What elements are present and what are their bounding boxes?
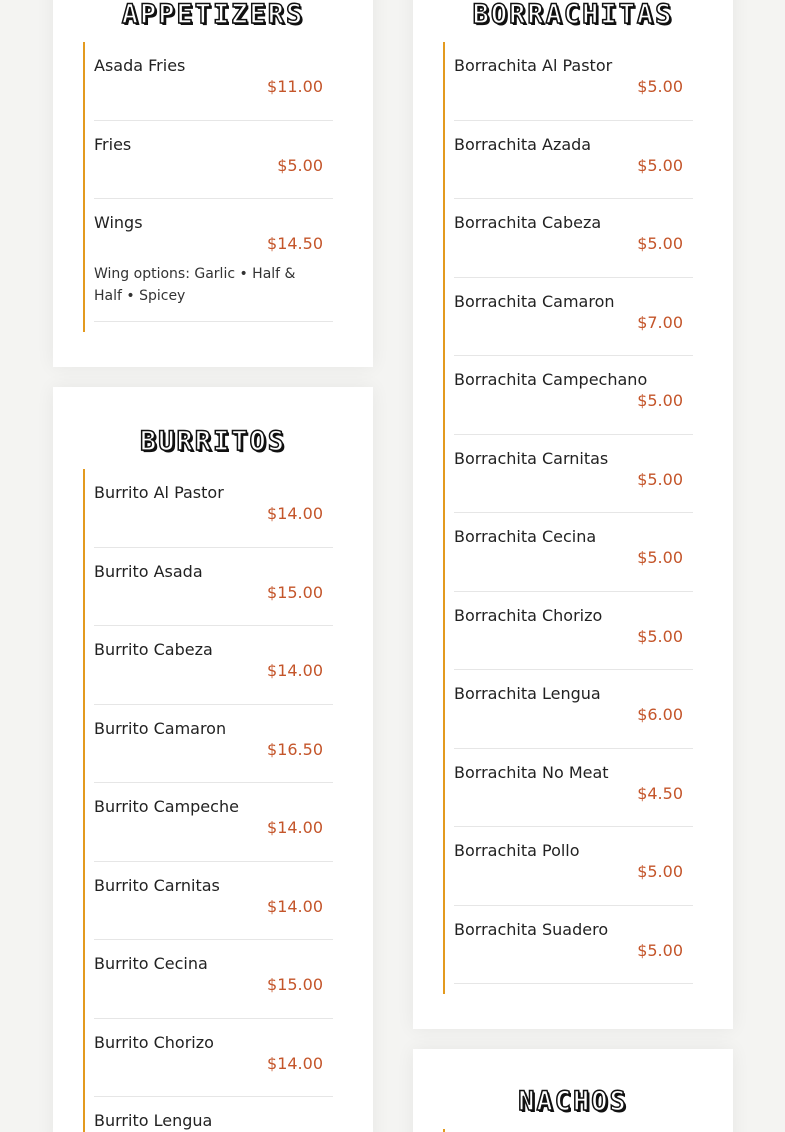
item-price: $11.00 <box>267 77 323 96</box>
menu-item[interactable] <box>454 356 693 435</box>
item-price: $7.00 <box>637 313 683 332</box>
menu-item[interactable] <box>454 749 693 827</box>
nachos-title: NACHOS <box>518 1086 628 1117</box>
menu-item[interactable] <box>454 592 693 670</box>
menu-item[interactable] <box>94 940 333 1019</box>
item-name: Borrachita Suadero <box>454 920 609 939</box>
borrachitas-card <box>413 0 733 1029</box>
menu-item[interactable] <box>94 548 333 626</box>
item-name: Borrachita Azada <box>454 135 592 154</box>
menu-item[interactable] <box>454 827 693 906</box>
item-name: Wings <box>94 213 143 232</box>
burritos-card <box>53 387 373 1132</box>
item-name: Borrachita Chorizo <box>454 606 603 625</box>
burritos-title: BURRITOS <box>139 426 287 457</box>
item-price: $5.00 <box>637 862 683 881</box>
menu-item[interactable] <box>454 42 693 121</box>
item-name: Burrito Chorizo <box>94 1033 214 1052</box>
nachos-card <box>413 1049 733 1132</box>
appetizers-card <box>53 0 373 367</box>
item-price: $14.00 <box>267 818 323 837</box>
item-price: $14.00 <box>267 1054 323 1073</box>
menu-item[interactable] <box>94 783 333 862</box>
item-name: Borrachita Pollo <box>454 841 580 860</box>
menu-item[interactable] <box>94 1097 333 1132</box>
menu-item[interactable] <box>454 121 693 199</box>
menu-item[interactable] <box>454 278 693 356</box>
appetizers-list <box>83 42 333 332</box>
menu-item[interactable] <box>454 199 693 278</box>
menu-item[interactable] <box>94 199 333 322</box>
item-price: $5.00 <box>637 156 683 175</box>
item-price: $14.00 <box>267 504 323 523</box>
item-price: $5.00 <box>637 234 683 253</box>
menu-item[interactable] <box>454 513 693 592</box>
menu-item[interactable] <box>94 469 333 548</box>
item-name: Borrachita Al Pastor <box>454 56 613 75</box>
item-name: Burrito Camaron <box>94 719 227 738</box>
item-name: Burrito Cecina <box>94 954 208 973</box>
item-name: Burrito Al Pastor <box>94 483 224 502</box>
menu-item[interactable] <box>94 862 333 940</box>
item-price: $5.00 <box>637 627 683 646</box>
item-price: $14.00 <box>267 897 323 916</box>
item-description: Wing options: Garlic • Half & Half • Spicey <box>94 266 296 304</box>
item-price: $5.00 <box>637 77 683 96</box>
item-name: Borrachita Lengua <box>454 684 601 703</box>
item-price: $5.00 <box>637 548 683 567</box>
item-name: Borrachita Cecina <box>454 527 597 546</box>
item-name: Burrito Lengua <box>94 1111 213 1130</box>
menu-item[interactable] <box>454 906 693 984</box>
item-name: Borrachita No Meat <box>454 763 609 782</box>
item-name: Borrachita Cabeza <box>454 213 602 232</box>
item-name: Fries <box>94 135 132 154</box>
item-price: $5.00 <box>637 941 683 960</box>
item-name: Burrito Asada <box>94 562 203 581</box>
borrachitas-list <box>443 42 693 994</box>
item-price: $4.50 <box>637 784 683 803</box>
item-price: $6.00 <box>637 705 683 724</box>
menu-item[interactable] <box>94 1019 333 1097</box>
item-price: $5.00 <box>637 470 683 489</box>
item-price: $16.50 <box>267 740 323 759</box>
menu-item[interactable] <box>94 121 333 199</box>
item-name: Borrachita Campechano <box>454 370 648 389</box>
menu-item[interactable] <box>94 705 333 783</box>
item-name: Borrachita Carnitas <box>454 449 609 468</box>
item-name: Burrito Campeche <box>94 797 239 816</box>
burritos-list <box>83 469 333 1132</box>
item-name: Burrito Carnitas <box>94 876 220 895</box>
item-name: Asada Fries <box>94 56 186 75</box>
item-price: $5.00 <box>637 391 683 410</box>
item-price: $15.00 <box>267 975 323 994</box>
item-name: Burrito Cabeza <box>94 640 213 659</box>
item-name: Borrachita Camaron <box>454 292 615 311</box>
menu-item[interactable] <box>94 626 333 705</box>
item-price: $5.00 <box>277 156 323 175</box>
borrachitas-title: BORRACHITAS <box>472 0 674 30</box>
menu-item[interactable] <box>454 670 693 749</box>
menu-item[interactable] <box>94 42 333 121</box>
item-price: $14.50 <box>267 234 323 253</box>
menu-item[interactable] <box>454 435 693 513</box>
appetizers-title: APPETIZERS <box>121 0 305 30</box>
item-price: $15.00 <box>267 583 323 602</box>
item-price: $14.00 <box>267 661 323 680</box>
